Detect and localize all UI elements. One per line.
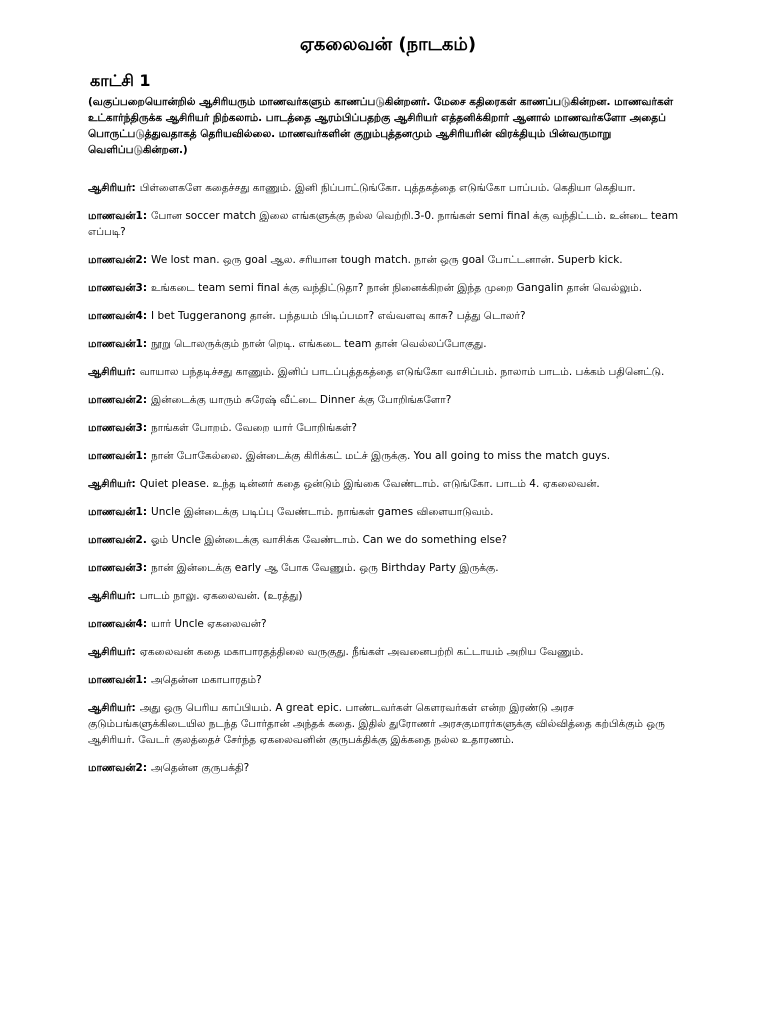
speaker-label: ஆசிரியர்: <box>88 366 136 378</box>
dialogue-line <box>88 560 688 576</box>
dialogue-text: Quiet please. உந்த டின்னர் கதை ஒன்டும் இங்கை வேண்டாம். எடுங்கோ. பாடம் 4. ஏகலைவன். <box>139 478 600 490</box>
dialogue-line <box>88 532 688 548</box>
dialogue-line <box>88 616 688 632</box>
speaker-label: மாணவன்2: <box>88 254 148 266</box>
dialogue-line <box>88 308 688 324</box>
scene-heading: காட்சி 1 <box>90 71 151 90</box>
speaker-label: மாணவன்2: <box>88 762 148 774</box>
dialogue-line <box>88 280 688 296</box>
dialogue-text: பிள்ளைகளே கதைச்சது காணும். இனி நிப்பாட்டுங்கோ. புத்தகத்தை எடுங்கோ பாப்பம். கெதியா கெதியா. <box>139 182 636 194</box>
dialogue-text: நான் இன்டைக்கு early ஆ போக வேணும். ஒரு Birthday Party இருக்கு. <box>151 562 499 574</box>
dialogue-line <box>88 760 688 776</box>
dialogue-line <box>88 504 688 520</box>
dialogue-text: இன்டைக்கு யாரும் சுரேஷ் வீட்டை Dinner க்கு போறிங்களோ? <box>151 394 452 406</box>
dialogue-text: நாங்கள் போறம். வேறை யார் போறிங்கள்? <box>151 422 358 434</box>
dialogue-text: பாடம் நாலு. ஏகலைவன். (உரத்து) <box>139 590 303 602</box>
dialogue-text: We lost man. ஒரு goal ஆல. சரியான tough match. நான் ஒரு goal போட்டனான். Superb kick. <box>151 254 623 266</box>
dialogue-text: ஏகலைவன் கதை மகாபாரதத்திலை வருகுது. நீங்கள் அவனைபற்றி கட்டாயம் அறிய வேணும். <box>139 646 584 658</box>
dialogue-line <box>88 588 688 604</box>
dialogue-text: உங்கடை team semi final க்கு வந்திட்டுதா? நான் நினைக்கிறன் இந்த முறை Gangalin தான் வெல்லும். <box>151 282 643 294</box>
speaker-label: மாணவன்3: <box>88 422 148 434</box>
dialogue-text: வாயால பந்தடிச்சது காணும். இனிப் பாடப்புத்தகத்தை எடுங்கோ வாசிப்பம். நாலாம் பாடம். பக்கம் பதினெட்டு. <box>139 366 665 378</box>
speaker-label: மாணவன்2. <box>88 534 147 546</box>
dialogue-line <box>88 336 688 352</box>
dialogue-text: I bet Tuggeranong தான். பந்தயம் பிடிப்பமா? எவ்வளவு காசு? பத்து டொலர்? <box>151 310 526 322</box>
dialogue-text: யார் Uncle ஏகலைவன்? <box>151 618 267 630</box>
dialogue-line <box>88 420 688 436</box>
speaker-label: மாணவன்1: <box>88 338 148 350</box>
dialogue-line <box>88 180 688 196</box>
speaker-label: மாணவன்2: <box>88 394 148 406</box>
speaker-label: மாணவன்1: <box>88 506 148 518</box>
dialogue-line <box>88 364 688 380</box>
speaker-label: ஆசிரியர்: <box>88 182 136 194</box>
speaker-label: ஆசிரியர்: <box>88 646 136 658</box>
speaker-label: மாணவன்1: <box>88 450 148 462</box>
dialogue-text: அதென்ன மகாபாரதம்? <box>151 674 262 686</box>
speaker-label: மாணவன்4: <box>88 310 148 322</box>
dialogue-text: அதென்ன குருபக்தி? <box>151 762 250 774</box>
dialogue-line <box>88 252 688 268</box>
dialogue-line <box>88 476 688 492</box>
dialogue <box>88 180 688 776</box>
dialogue-text: Uncle இன்டைக்கு படிப்பு வேண்டாம். நாங்கள் games விளையாடுவம். <box>151 506 494 518</box>
dialogue-line <box>88 700 688 748</box>
dialogue-line <box>88 672 688 688</box>
dialogue-line <box>88 208 688 240</box>
stage-direction: (வகுப்பறையொன்றில் ஆசிரியரும் மாணவர்களும் காணப்படுகின்றனர். மேசை கதிரைகள் காணப்படுகின்றன. மாணவர்கள் உட்கார்ந்திருக்க ஆசிரியர் நிற்கலாம். பாடத்தை ஆரம்பிப்பதற்கு ஆசிரியர் எத்தனிக்கிறார் ஆனால் மாணவர்களோ அதைப் பொருட்படுத்துவதாகத் தெரியவில்லை. மாணவர்களின் குறும்புத்தனமும் ஆசிரியரின் விரக்தியும் பின்வருமாறு வெளிப்படுகின்றன.) <box>88 96 674 156</box>
dialogue-text: அது ஒரு பெரிய காப்பியம். A great epic. பாண்டவர்கள் கௌரவர்கள் என்ற இரண்டு அரச குடும்பங்களுக்கிடையில நடந்த போர்தான் அந்தக் கதை. இதில் துரோணர் அரசகுமாரர்களுக்கு வில்வித்தை கற்பிக்கும் ஒரு ஆசிரியர். வேடர் குலத்தைச் சேர்ந்த ஏகலைவனின் குருபக்திக்கு இக்கதை நல்ல உதாரணம். <box>88 702 665 746</box>
dialogue-text: நான் போகேல்லை. இன்டைக்கு கிரிக்கட் மட்ச் இருக்கு. You all going to miss the match guys. <box>151 450 611 462</box>
dialogue-text: போன soccer match இலை எங்களுக்கு நல்ல வெற்றி.3-0. நாங்கள் semi final க்கு வந்திட்டம். உன்டை team எப்படி? <box>88 210 679 238</box>
dialogue-line <box>88 448 688 464</box>
speaker-label: மாணவன்3: <box>88 282 148 294</box>
speaker-label: மாணவன்1: <box>88 674 148 686</box>
speaker-label: மாணவன்1: <box>88 210 148 222</box>
speaker-label: ஆசிரியர்: <box>88 478 136 490</box>
page-title: ஏகலைவன் (நாடகம்) <box>299 34 477 55</box>
dialogue-text: நூறு டொலருக்கும் நான் றெடி. எங்கடை team தான் வெல்லப்போகுது. <box>151 338 487 350</box>
speaker-label: ஆசிரியர்: <box>88 590 136 602</box>
dialogue-line <box>88 392 688 408</box>
dialogue-text: ஓம் Uncle இன்டைக்கு வாசிக்க வேண்டாம். Can we do something else? <box>150 534 508 546</box>
speaker-label: மாணவன்3: <box>88 562 148 574</box>
speaker-label: ஆசிரியர்: <box>88 702 136 714</box>
speaker-label: மாணவன்4: <box>88 618 148 630</box>
dialogue-line <box>88 644 688 660</box>
